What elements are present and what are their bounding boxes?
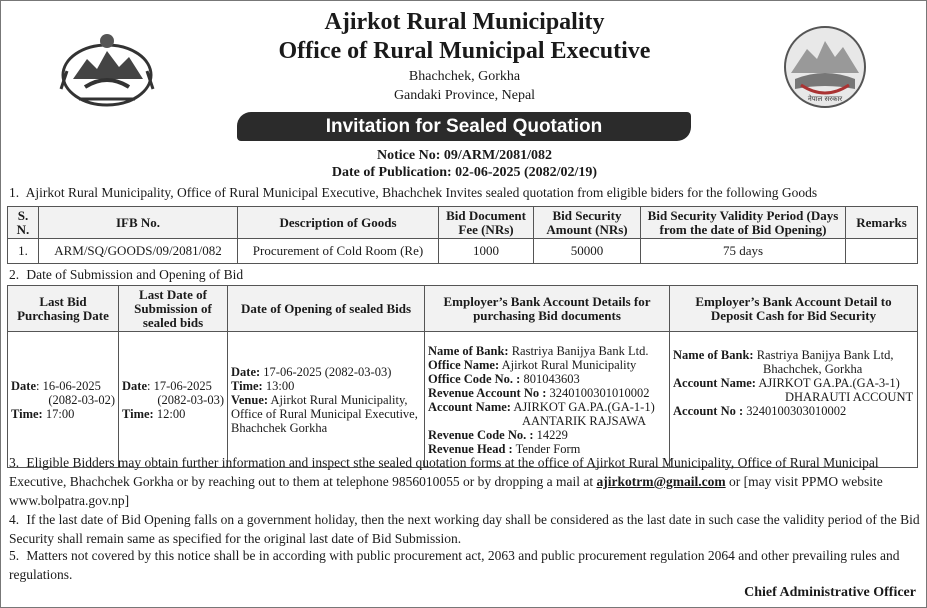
table-row [8, 332, 918, 468]
date-value: 17-06-2025 (2082-03-03) [263, 364, 392, 379]
paragraph-number: 2. [9, 267, 20, 282]
time-label: Time: [122, 406, 154, 421]
bank-value: Rastriya Banijya Bank Ltd, [756, 348, 894, 362]
column-header: Employer’s Bank Account Detail to Deposit Cash for Bid Security [670, 286, 918, 332]
table-cell: 1. [8, 239, 39, 264]
paragraph-2 [9, 265, 921, 284]
bank-branch: Bhachchek, Gorkha [763, 362, 863, 376]
office-code-label: Office Code No. : [428, 371, 521, 386]
date-label: Date [11, 378, 36, 393]
table-cell: 50000 [534, 239, 641, 264]
venue-value: Ajirkot Rural Municipality, Office of Rural Municipal Executive, Bhachchek Gorkha [231, 392, 418, 435]
office-name: Office of Rural Municipal Executive [278, 38, 651, 64]
municipality-name: Ajirkot Rural Municipality [324, 9, 605, 35]
revenue-account-label: Revenue Account No : [428, 385, 547, 400]
revenue-code-value: 14229 [536, 427, 568, 442]
office-label: Office Name: [428, 357, 500, 372]
paragraph-number: 3. [9, 455, 20, 470]
paragraph-5 [9, 546, 921, 584]
account-name-value: AJIRKOT GA.PA.(GA-1-1) [513, 399, 655, 414]
account-name-label: Account Name: [428, 399, 511, 414]
venue-label: Venue: [231, 392, 269, 407]
table-cell: 1000 [439, 239, 534, 264]
date-value: : 16-06-2025 [36, 378, 101, 393]
revenue-account-value: 3240100301010002 [549, 385, 650, 400]
paragraph-number: 5. [9, 548, 20, 563]
bank-label: Name of Bank: [428, 343, 509, 358]
account-name-continued: DHARAUTI ACCOUNT [785, 390, 914, 404]
paragraph-number: 4. [9, 512, 20, 527]
column-header: Bid Security Amount (NRs) [534, 207, 641, 239]
last-submission-cell [119, 332, 228, 468]
paragraph-1 [9, 183, 921, 202]
table-cell: Procurement of Cold Room (Re) [238, 239, 439, 264]
bid-document-bank-cell [425, 332, 670, 468]
table-row [8, 239, 918, 264]
goods-table [7, 206, 918, 264]
nepali-date: (2082-03-02) [48, 392, 115, 407]
column-header: Employer’s Bank Account Details for purchasing Bid documents [425, 286, 670, 332]
province-address: Gandaki Province, Nepal [393, 88, 536, 103]
paragraph-text: Date of Submission and Opening of Bid [26, 267, 244, 282]
column-header: Last Date of Submission of sealed bids [119, 286, 228, 332]
account-name-continued: AANTARIK RAJSAWA [521, 413, 646, 428]
nepali-date: (2082-03-03) [157, 392, 224, 407]
time-value: 17:00 [45, 406, 75, 421]
column-header: Last Bid Purchasing Date [8, 286, 119, 332]
account-number-label: Account No : [673, 404, 744, 418]
time-label: Time: [231, 378, 263, 393]
table-header-row [8, 207, 918, 239]
time-value: 13:00 [265, 378, 295, 393]
bank-label: Name of Bank: [673, 348, 754, 362]
account-name-label: Account Name: [673, 376, 756, 390]
column-header: Remarks [846, 207, 918, 239]
publication-date: Date of Publication: 02-06-2025 (2082/02/19) [331, 165, 598, 180]
account-number-value: 3240100303010002 [746, 404, 847, 418]
column-header: Bid Document Fee (NRs) [439, 207, 534, 239]
time-value: 12:00 [156, 406, 186, 421]
revenue-head-label: Revenue Head : [428, 441, 513, 456]
table-header-row [8, 286, 918, 332]
revenue-head-value: Tender Form [515, 441, 581, 456]
paragraph-text-end: or [may visit PPMO website www.bolpatra.gov.np] [9, 474, 883, 508]
paragraph-4 [9, 510, 921, 548]
bid-security-bank-cell [670, 332, 918, 468]
emblem-motto: नेपाल सरकार [807, 95, 843, 103]
table-cell: 75 days [641, 239, 846, 264]
signatory-title: Chief Administrative Officer [744, 585, 916, 600]
office-address: Bhachchek, Gorkha [408, 69, 521, 84]
date-label: Date [122, 378, 147, 393]
office-value: Ajirkot Rural Municipality [501, 357, 637, 372]
opening-cell [228, 332, 425, 468]
paragraph-text: Ajirkot Rural Municipality, Office of Rural Municipal Executive, Bhachchek Invites sealed quotation from eligible biders for the following Goods [25, 185, 818, 200]
revenue-code-label: Revenue Code No. : [428, 427, 534, 442]
column-header: Description of Goods [238, 207, 439, 239]
paragraph-number: 1. [9, 185, 20, 200]
bank-value: Rastriya Banijya Bank Ltd. [511, 343, 649, 358]
column-header: Bid Security Validity Period (Days from the date of Bid Opening) [641, 207, 846, 239]
column-header: IFB No. [39, 207, 238, 239]
paragraph-text: If the last date of Bid Opening falls on a government holiday, then the next working day shall be considered as the last date in such case the validity period of the Bid Security shall remain same as specified for the original last date of Bid Submission. [9, 512, 920, 546]
last-purchase-cell [8, 332, 119, 468]
submission-table [7, 285, 918, 468]
paragraph-text: Eligible Bidders may obtain further information and inspect sthe sealed quotation forms at the office of Ajirkot Rural Municipality, Office of Rural Municipal Executive, Bhachchek Gorkha or by reaching out to them at telephone 9856010055 or by dropping a mail at [9, 455, 879, 489]
paragraph-text: Matters not covered by this notice shall be in according with public procurement act, 2063 and public procurement regulation 2064 and other prevailing rules and regulations. [9, 548, 900, 582]
notice-title-banner: Invitation for Sealed Quotation [237, 112, 691, 141]
office-code-value: 801043603 [523, 371, 580, 386]
column-header: Date of Opening of sealed Bids [228, 286, 425, 332]
email-link[interactable]: ajirkotrm@gmail.com [596, 474, 726, 489]
date-value: : 17-06-2025 [147, 378, 212, 393]
column-header: S. N. [8, 207, 39, 239]
date-label: Date: [231, 364, 261, 379]
notice-number: Notice No: 09/ARM/2081/082 [377, 148, 552, 163]
paragraph-3 [9, 453, 921, 510]
table-cell: ARM/SQ/GOODS/09/2081/082 [39, 239, 238, 264]
table-cell [846, 239, 918, 264]
account-name-value: AJIRKOT GA.PA.(GA-3-1) [758, 376, 900, 390]
time-label: Time: [11, 406, 43, 421]
